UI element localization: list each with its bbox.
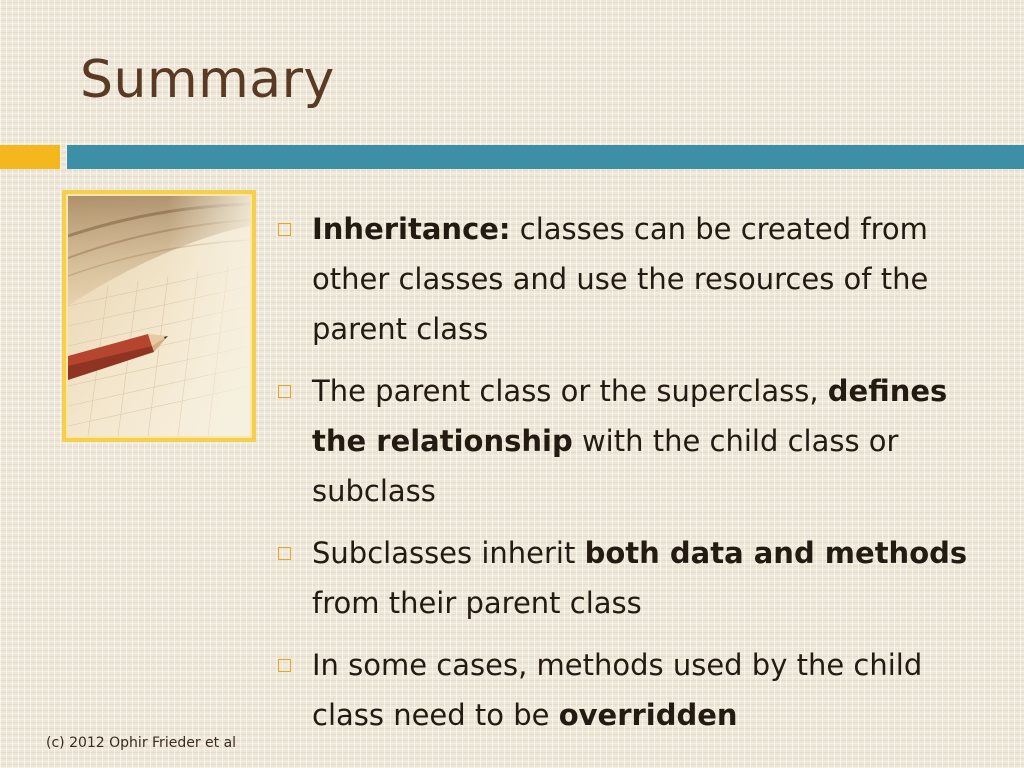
bullet-text: Subclasses inherit	[312, 536, 585, 570]
accent-band-teal	[67, 145, 1024, 169]
slide-title: Summary	[80, 50, 335, 110]
list-item	[276, 640, 996, 740]
list-item	[276, 366, 996, 516]
list-item	[276, 204, 996, 354]
bullet-text: In some cases, methods used by the child class need to be	[312, 648, 923, 732]
square-bullet-icon	[278, 223, 291, 236]
square-bullet-icon	[278, 659, 291, 672]
bullet-bold-term: overridden	[558, 698, 738, 732]
bullet-bold-term: both data and methods	[584, 536, 968, 570]
pencil-on-notebook-icon	[68, 196, 250, 436]
slide-footer: (c) 2012 Ophir Frieder et al	[46, 735, 237, 751]
square-bullet-icon	[278, 385, 291, 398]
bullet-text: with the child class or subclass	[312, 424, 899, 508]
pencil-notebook-image	[66, 194, 252, 438]
bullet-bold-term: Inheritance:	[312, 212, 511, 246]
accent-band-orange	[0, 145, 60, 169]
bullet-text: from their parent class	[312, 586, 642, 620]
list-item	[276, 528, 996, 628]
picture-frame	[62, 190, 256, 442]
bullet-list	[276, 204, 996, 752]
bullet-text: classes can be created from other classes and use the resources of the parent class	[312, 212, 929, 346]
bullet-bold-term: defines the relationship	[312, 374, 948, 458]
square-bullet-icon	[278, 547, 291, 560]
bullet-text: The parent class or the superclass,	[312, 374, 828, 408]
